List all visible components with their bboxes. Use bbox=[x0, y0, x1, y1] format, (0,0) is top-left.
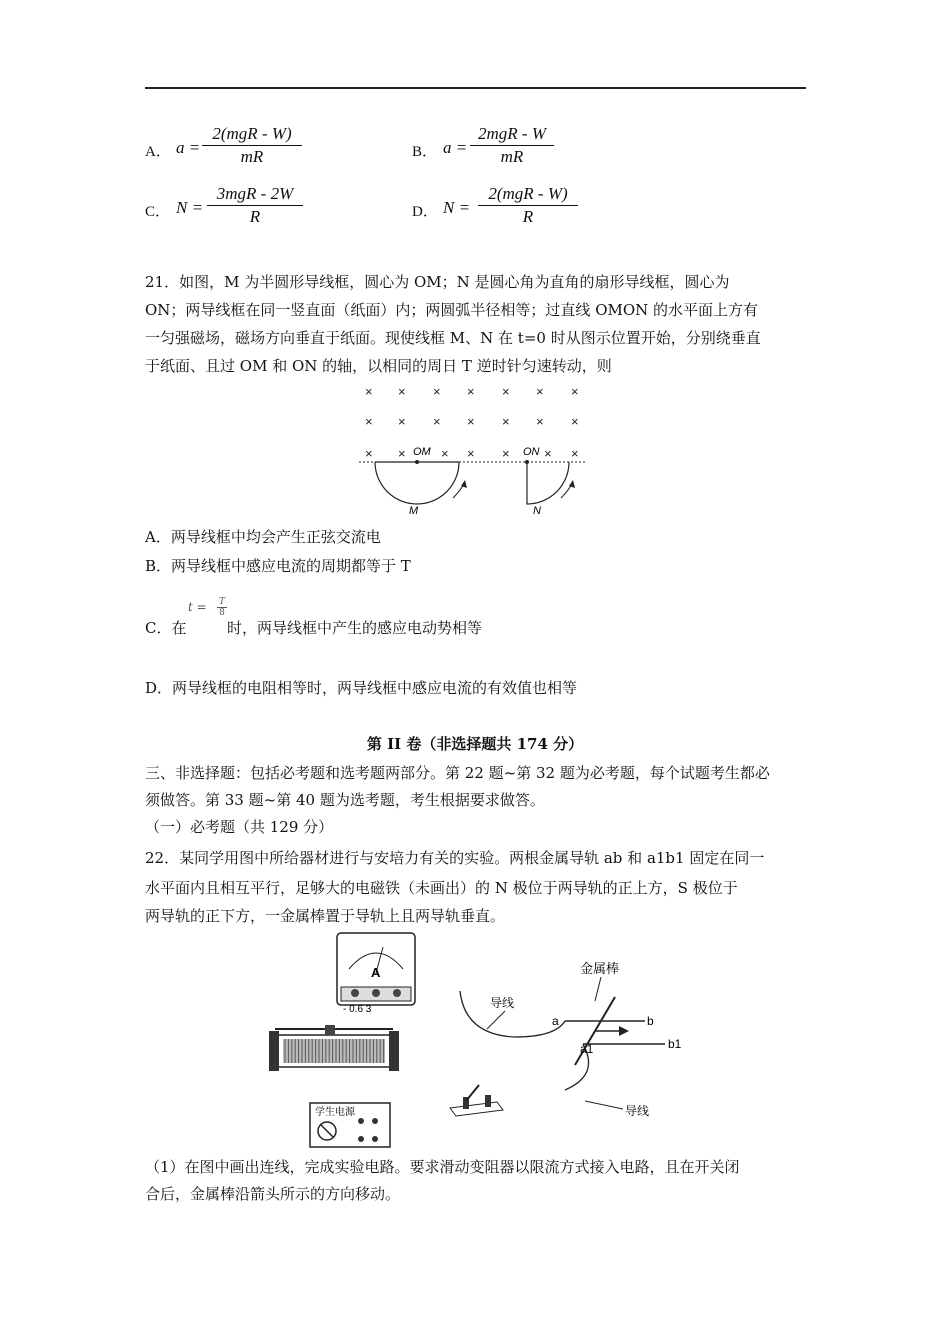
q22-line-2: 水平面内且相互平行，足够大的电磁铁（未画出）的 N 极位于两导轨的正上方，S 极位于 bbox=[145, 879, 738, 897]
field-cross: × bbox=[544, 446, 552, 461]
center-on bbox=[525, 460, 529, 464]
field-cross: × bbox=[398, 414, 406, 429]
q21-option-a: A．两导线框中均会产生正弦交流电 bbox=[145, 528, 381, 546]
sector-frame-n bbox=[527, 462, 569, 504]
q22-line-3: 两导轨的正下方，一金属棒置于导轨上且两导轨垂直。 bbox=[145, 907, 506, 925]
option-label: C． bbox=[145, 204, 171, 220]
section-para-3: （一）必考题（共 129 分） bbox=[145, 818, 334, 836]
knife-switch bbox=[450, 1085, 503, 1116]
option-variable: a = bbox=[443, 138, 468, 157]
denominator: R bbox=[249, 207, 261, 226]
q21-line-3: 一匀强磁场，磁场方向垂直于纸面。现使线框 M、N 在 t=0 时从图示位置开始，分别绕垂直 bbox=[145, 329, 761, 347]
q21-option-d: D．两导线框的电阻相等时，两导线框中感应电流的有效值也相等 bbox=[145, 679, 578, 697]
apparatus-figure bbox=[265, 925, 705, 1150]
option-fraction bbox=[207, 184, 303, 227]
option-fraction bbox=[202, 124, 302, 167]
field-cross: × bbox=[398, 446, 406, 461]
q21-line-2: ON；两导线框在同一竖直面（纸面）内；两圆弧半径相等；过直线 OMON 的水平面上方有 bbox=[145, 301, 759, 319]
field-cross: × bbox=[398, 384, 406, 399]
field-cross: × bbox=[571, 446, 579, 461]
field-cross: × bbox=[365, 446, 373, 461]
numerator: 2(mgR - W) bbox=[488, 184, 568, 203]
field-cross: × bbox=[467, 384, 475, 399]
q22-line-1: 22．某同学用图中所给器材进行与安培力有关的实验。两根金属导轨 ab 和 a1b1 固定在同一 bbox=[145, 849, 765, 867]
ammeter-label: A bbox=[371, 965, 381, 980]
denominator: mR bbox=[240, 147, 264, 166]
q21-line-4: 于纸面、且过 OM 和 ON 的轴，以相同的周日 T 逆时针匀速转动，则 bbox=[145, 357, 612, 375]
semicircle-frame-m bbox=[375, 462, 459, 504]
power-label: 学生电源 bbox=[315, 1107, 355, 1118]
option-variable: N = bbox=[176, 198, 204, 217]
field-cross: × bbox=[365, 414, 373, 429]
option-variable: N = bbox=[443, 198, 471, 217]
label-om: OM bbox=[413, 446, 431, 458]
numerator: 2(mgR - W) bbox=[212, 124, 292, 143]
ammeter bbox=[337, 933, 415, 1015]
label-a: a bbox=[552, 1014, 559, 1028]
q21-option-b: B．两导线框中感应电流的周期都等于 T bbox=[145, 557, 411, 575]
section-title: 第 II 卷（非选择题共 174 分） bbox=[366, 735, 584, 753]
field-cross: × bbox=[536, 384, 544, 399]
power-supply bbox=[310, 1103, 390, 1147]
denominator: R bbox=[522, 207, 534, 226]
option-variable: a = bbox=[176, 138, 201, 157]
option-fraction bbox=[470, 124, 554, 167]
label-b: b bbox=[647, 1014, 654, 1028]
denominator: mR bbox=[500, 147, 524, 166]
q22-sub1-line-1: （1）在图中画出连线，完成实验电路。要求滑动变阻器以限流方式接入电路，且在开关闭 bbox=[145, 1158, 740, 1176]
field-cross: × bbox=[571, 414, 579, 429]
field-cross: × bbox=[441, 446, 449, 461]
numerator: 3mgR - 2W bbox=[216, 184, 294, 203]
label-b1: b1 bbox=[668, 1037, 682, 1051]
label-on: ON bbox=[523, 446, 540, 458]
q21-line-1: 21．如图，M 为半圆形导线框，圆心为 OM；N 是圆心角为直角的扇形导线框，圆心为 bbox=[145, 273, 730, 291]
numerator: 2mgR - W bbox=[478, 124, 546, 143]
numerator: T bbox=[218, 597, 225, 607]
rails bbox=[552, 961, 682, 1065]
option-label: B． bbox=[412, 144, 438, 160]
field-cross: × bbox=[433, 414, 441, 429]
small-fraction bbox=[217, 597, 227, 618]
option-c-prefix: C．在 bbox=[145, 619, 187, 637]
option-label: D． bbox=[412, 204, 438, 220]
magnetic-field-figure bbox=[355, 380, 595, 520]
field-cross: × bbox=[536, 414, 544, 429]
wire-label-bottom: 导线 bbox=[625, 1104, 650, 1118]
option-fraction bbox=[478, 184, 578, 227]
field-cross: × bbox=[502, 384, 510, 399]
field-cross: × bbox=[502, 446, 510, 461]
t-equals: t = bbox=[188, 600, 207, 614]
ammeter-scale: - 0.6 3 bbox=[343, 1004, 372, 1015]
label-m: M bbox=[409, 505, 419, 517]
field-crosses bbox=[365, 384, 579, 461]
center-om bbox=[415, 460, 419, 464]
section-para-1: 三、非选择题：包括必考题和选考题两部分。第 22 题~第 32 题为必考题，每个试题考生都必 bbox=[145, 764, 770, 782]
denominator: 8 bbox=[219, 608, 225, 618]
label-a1: a1 bbox=[580, 1042, 594, 1056]
field-cross: × bbox=[467, 414, 475, 429]
option-label: A． bbox=[145, 144, 171, 160]
top-rule bbox=[145, 87, 806, 89]
wire-label-top: 导线 bbox=[490, 996, 515, 1010]
rheostat bbox=[269, 1025, 399, 1071]
field-cross: × bbox=[502, 414, 510, 429]
section-para-2: 须做答。第 33 题~第 40 题为选考题，考生根据要求做答。 bbox=[145, 791, 545, 809]
option-c-suffix: 时，两导线框中产生的感应电动势相等 bbox=[227, 619, 483, 637]
q22-sub1-line-2: 合后，金属棒沿箭头所示的方向移动。 bbox=[145, 1185, 401, 1203]
rod-label: 金属棒 bbox=[580, 961, 620, 976]
field-cross: × bbox=[467, 446, 475, 461]
field-cross: × bbox=[571, 384, 579, 399]
label-n: N bbox=[533, 505, 541, 517]
field-cross: × bbox=[365, 384, 373, 399]
field-cross: × bbox=[433, 384, 441, 399]
